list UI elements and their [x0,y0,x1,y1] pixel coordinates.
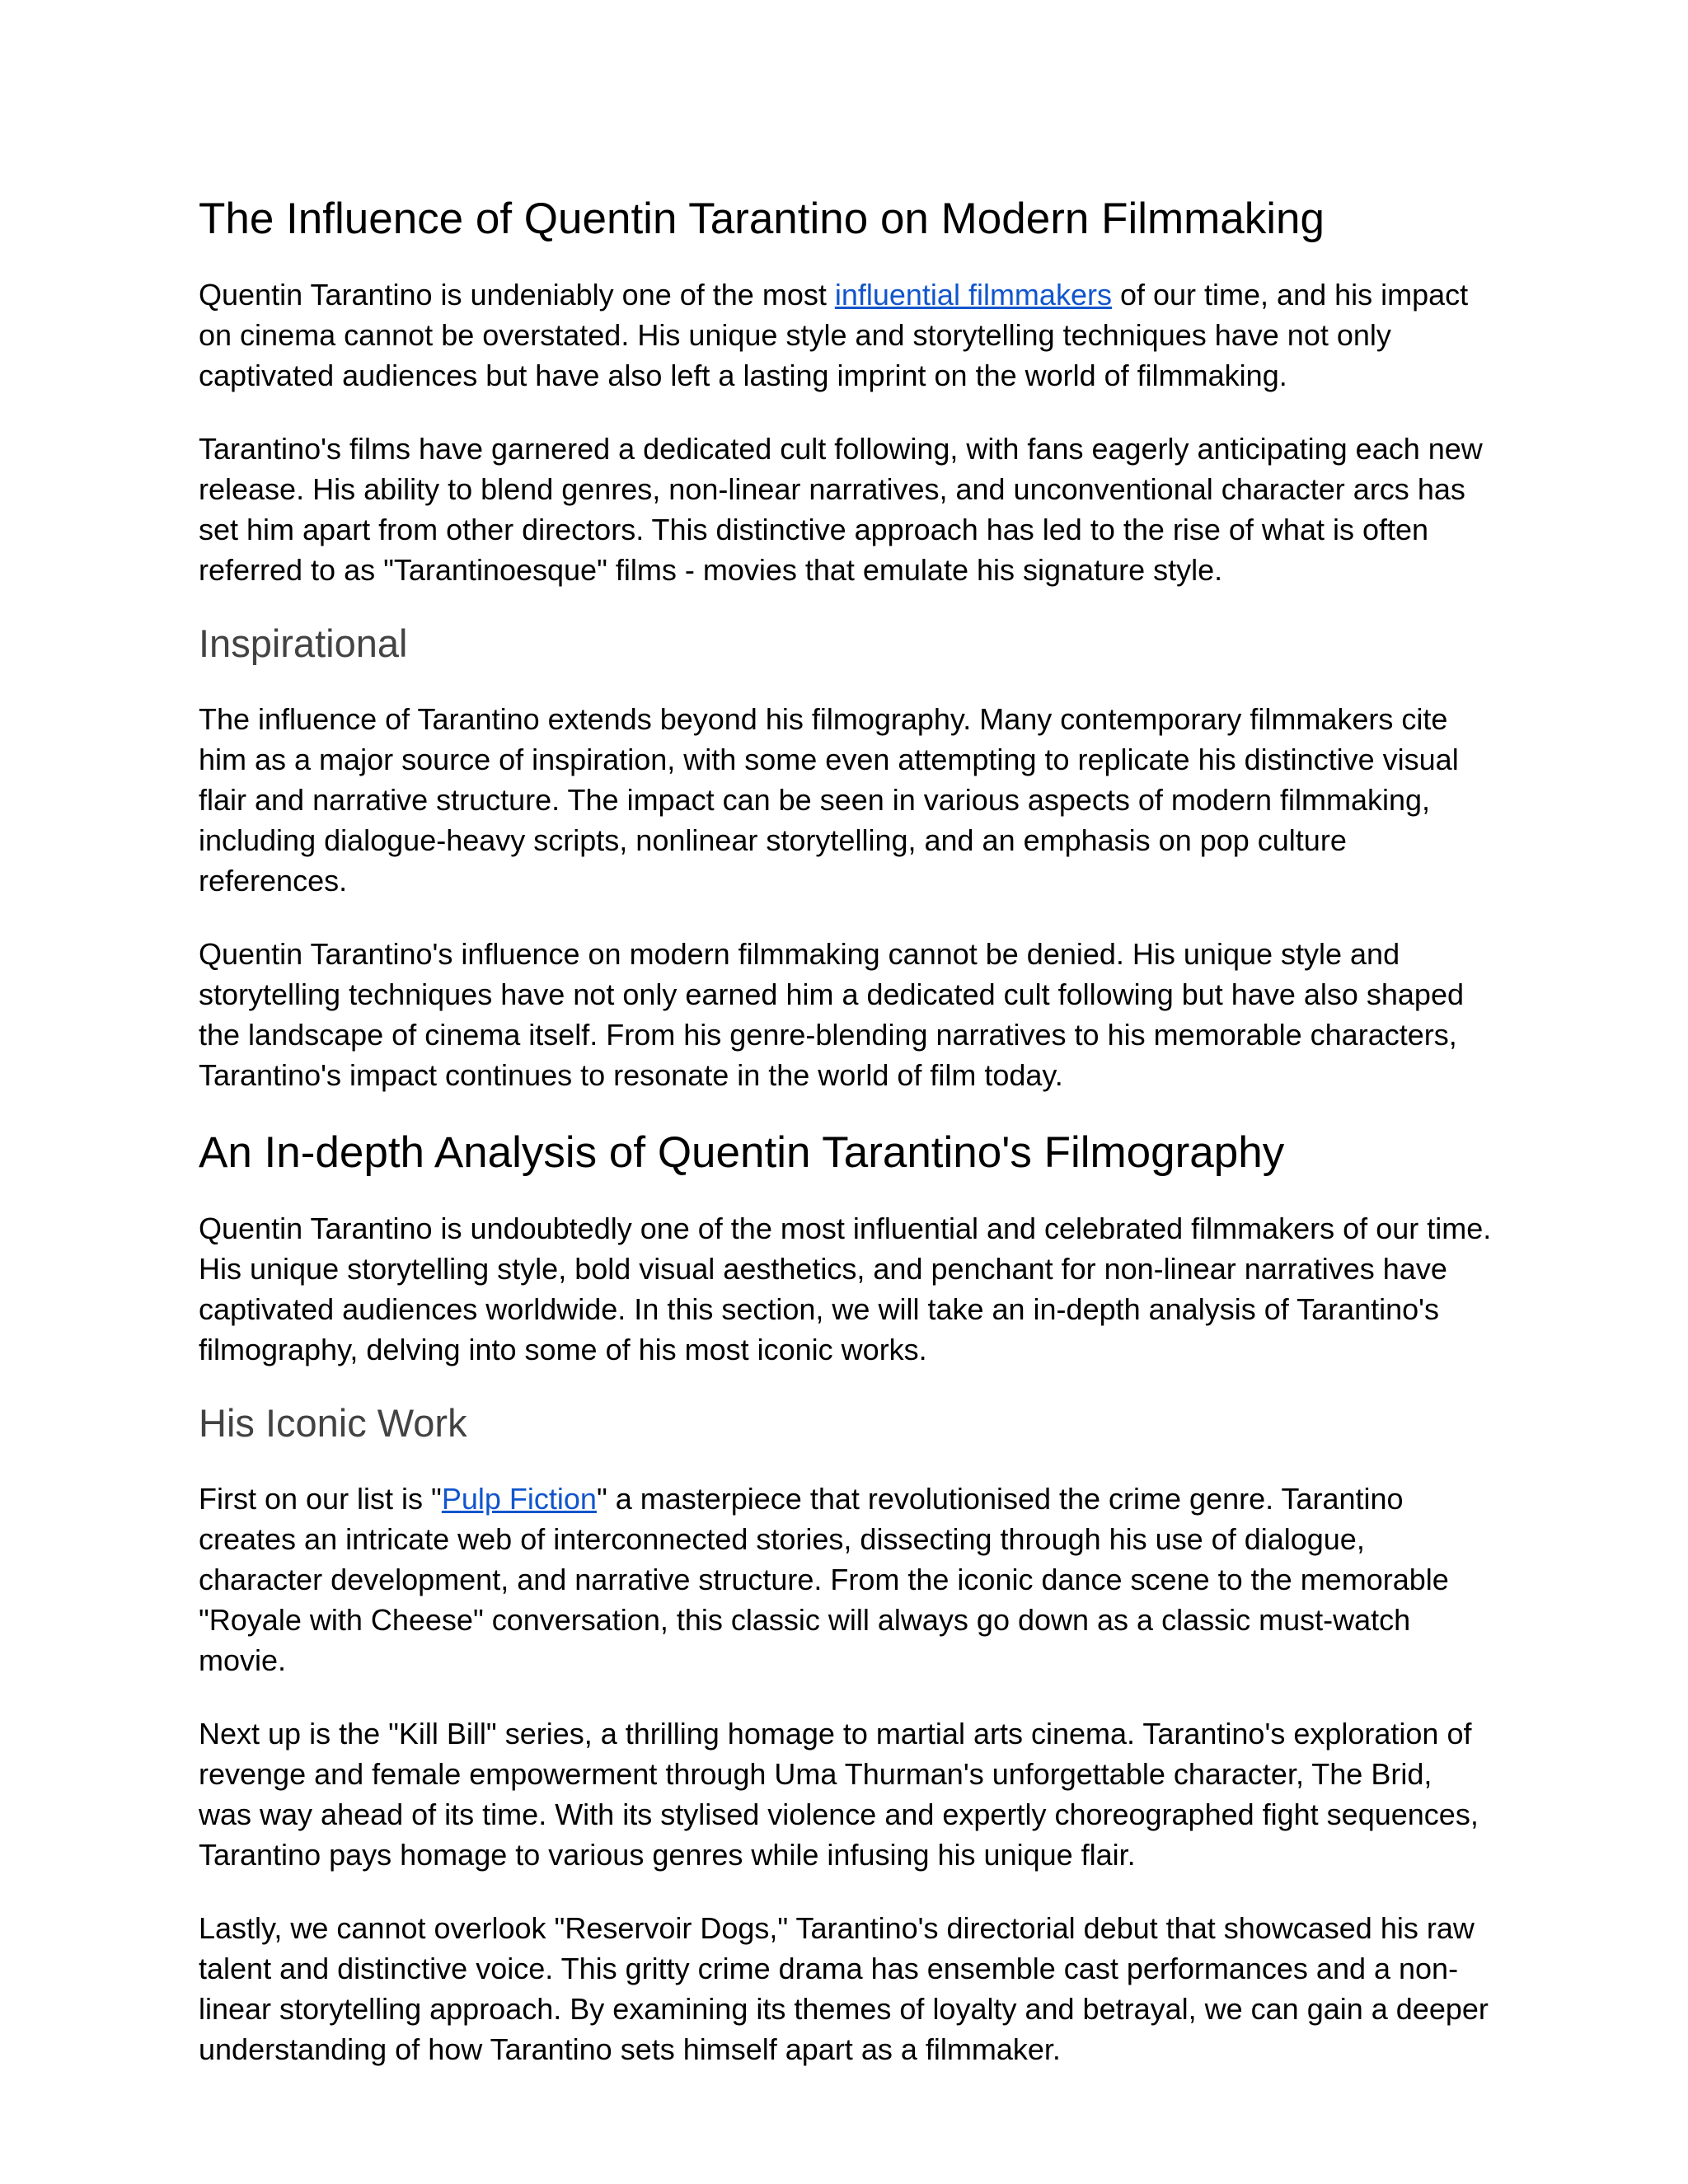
section1-paragraph-2: Tarantino's films have garnered a dedicated cult following, with fans eagerly anticipating each new release. His ability to blend genres, non-linear narratives, and unconventional character arcs has set him apart from other directors. This distinctive approach has led to the rise of what is often referred to as "Tarantinoesque" films - movies that emulate his signature style. [199,431,1483,587]
section2-title: An In-depth Analysis of Quentin Tarantino's Filmography [199,1127,1285,1177]
inspirational-subheading: Inspirational [199,621,408,665]
section1-p1-after: of our time, and his impact on cinema cannot be overstated. His unique style and storytelling techniques have not only captivated audiences but have also left a lasting imprint on the world of filmmaking. [199,277,1469,392]
pulp-fiction-link[interactable]: Pulp Fiction [441,1481,597,1516]
influential-filmmakers-link[interactable]: influential filmmakers [834,277,1112,312]
iconic-work-subheading: His Iconic Work [199,1400,467,1445]
section2-paragraph-2 [199,1479,1493,1680]
document-page [199,194,1493,2069]
section1-paragraph-4: Quentin Tarantino's influence on modern filmmaking cannot be denied. His unique style and storytelling techniques have not only earned him a dedicated cult following but have also shaped the landscape of cinema itself. From his genre-blending narratives to his memorable characters, Tarantino's impact continues to resonate in the world of film today. [199,936,1464,1092]
section2-paragraph-1: Quentin Tarantino is undoubtedly one of the most influential and celebrated filmmakers of our time. His unique storytelling style, bold visual aesthetics, and penchant for non-linear narratives have captivated audiences worldwide. In this section, we will take an in-depth analysis of Tarantino's filmography, delving into some of his most iconic works. [199,1211,1492,1366]
section1-title: The Influence of Quentin Tarantino on Modern Filmmaking [199,194,1325,243]
section2-paragraph-3: Next up is the "Kill Bill" series, a thrilling homage to martial arts cinema. Tarantino's exploration of revenge and female empowerment through Uma Thurman's unforgettable character, The Brid, was way ahead of its time. With its stylised violence and expertly choreographed fight sequences, Tarantino pays homage to various genres while infusing his unique flair. [199,1716,1479,1872]
section2-p2-before: First on our list is " [199,1481,442,1516]
section1-paragraph-1 [199,274,1493,396]
section1-paragraph-3: The influence of Tarantino extends beyond his filmography. Many contemporary filmmakers cite him as a major source of inspiration, with some even attempting to replicate his distinctive visual flair and narrative structure. The impact can be seen in various aspects of modern filmmaking, including dialogue-heavy scripts, nonlinear storytelling, and an emphasis on pop culture references. [199,701,1459,898]
section2-paragraph-4: Lastly, we cannot overlook "Reservoir Dogs," Tarantino's directorial debut that showcased his raw talent and distinctive voice. This gritty crime drama has ensemble cast performances and a non-linear storytelling approach. By examining its themes of loyalty and betrayal, we can gain a deeper understanding of how Tarantino sets himself apart as a filmmaker. [199,1910,1489,2066]
section1-p1-before: Quentin Tarantino is undeniably one of the most [199,277,835,312]
section2-p2-after: " a masterpiece that revolutionised the crime genre. Tarantino creates an intricate web of interconnected stories, dissecting through his use of dialogue, character development, and narrative structure. From the iconic dance scene to the memorable "Royale with Cheese" conversation, this classic will always go down as a classic must-watch movie. [199,1481,1449,1677]
